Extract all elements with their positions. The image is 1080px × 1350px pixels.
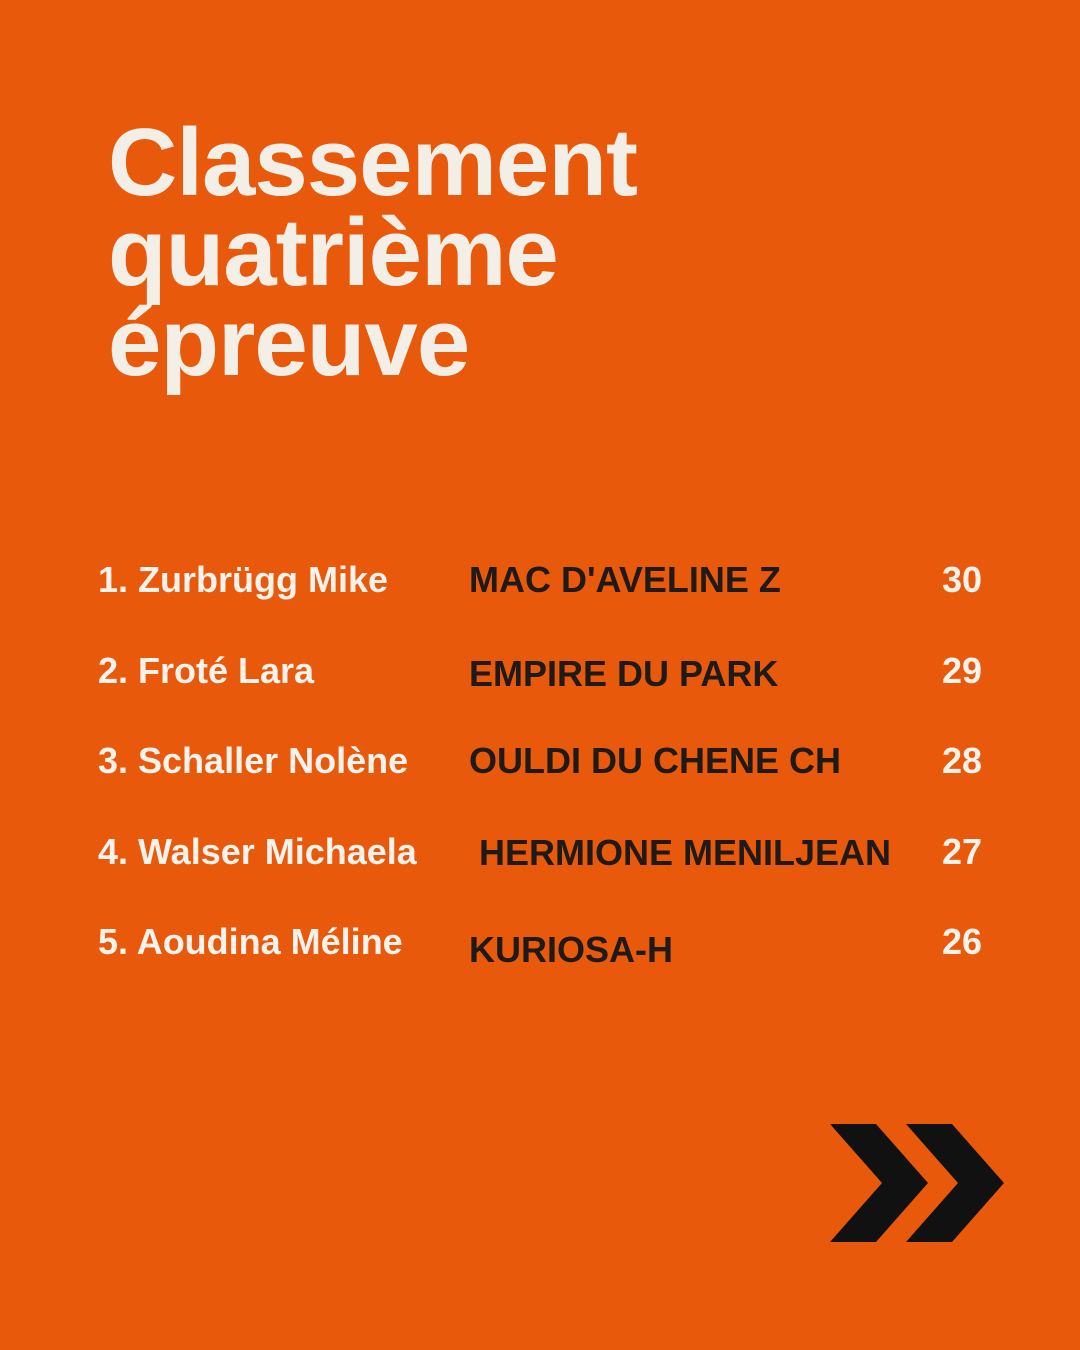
title-line-2: quatrième <box>108 199 558 306</box>
rider-name: 4. Walser Michaela <box>98 831 417 872</box>
score-value: 29 <box>941 650 982 691</box>
score-value: 26 <box>941 921 982 962</box>
score-value: 27 <box>941 831 982 872</box>
horse-name: EMPIRE DU PARK <box>469 653 779 694</box>
ranking-row <box>0 560 1080 620</box>
ranking-row <box>0 741 1080 801</box>
rider-name: 3. Schaller Nolène <box>98 740 409 781</box>
double-chevron-right-icon[interactable] <box>830 1124 1004 1242</box>
horse-name: HERMIONE MENILJEAN <box>479 832 892 873</box>
score-value: 28 <box>941 740 982 781</box>
score-value: 30 <box>941 559 982 600</box>
horse-name: OULDI DU CHENE CH <box>469 740 842 781</box>
rider-name: 1. Zurbrügg Mike <box>98 559 389 600</box>
rider-name: 2. Froté Lara <box>98 650 315 691</box>
ranking-row <box>0 832 1080 892</box>
horse-name: MAC D'AVELINE Z <box>469 559 781 600</box>
title-line-1: Classement <box>108 109 637 216</box>
title-line-3: épreuve <box>108 289 470 396</box>
rider-name: 5. Aoudina Méline <box>98 921 403 962</box>
horse-name: KURIOSA-H <box>469 929 673 970</box>
ranking-row <box>0 651 1080 711</box>
ranking-row <box>0 922 1080 982</box>
